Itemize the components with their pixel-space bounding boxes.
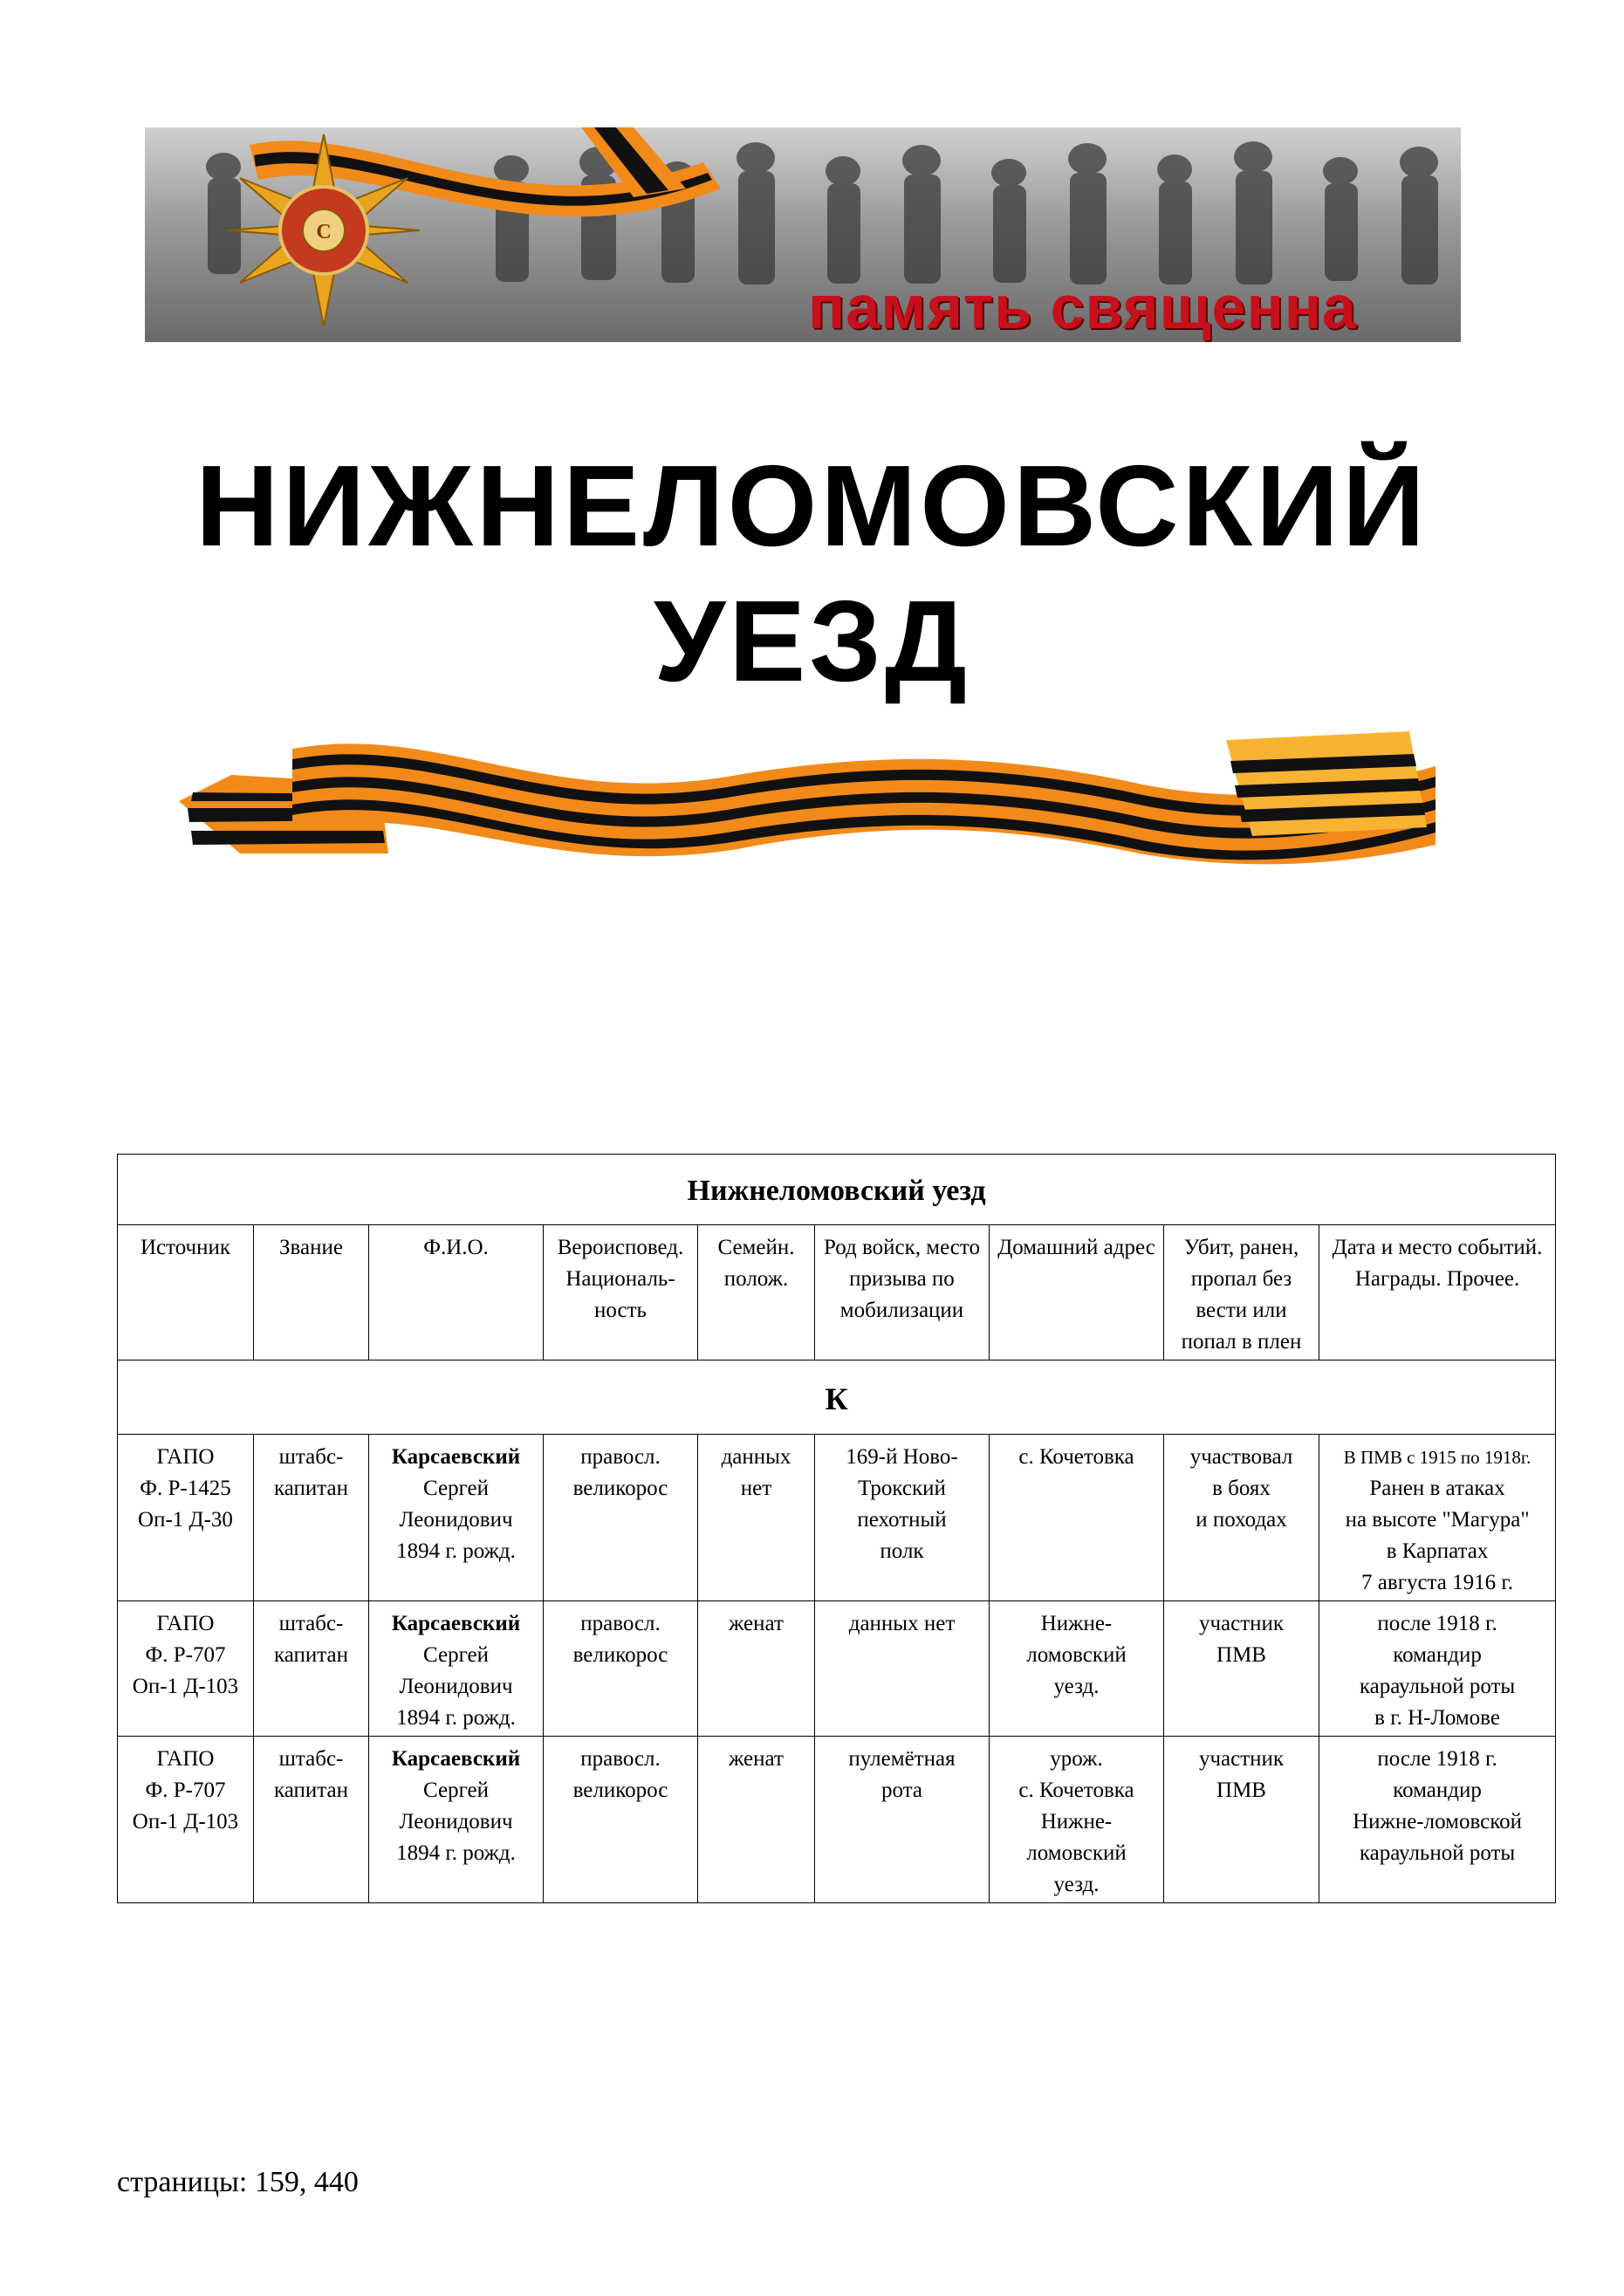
cell-status bbox=[1164, 1601, 1319, 1737]
line: Леонидович bbox=[399, 1675, 513, 1698]
line: капитан bbox=[274, 1643, 348, 1667]
header-religion: Вероисповед. Националь- ность bbox=[544, 1225, 698, 1360]
line: Нижне- bbox=[1040, 1612, 1113, 1635]
line: данных нет bbox=[848, 1612, 956, 1635]
banner-slogan: память священна bbox=[808, 273, 1357, 341]
line: участник bbox=[1198, 1747, 1285, 1771]
line: пулемётная bbox=[848, 1747, 956, 1771]
line: уезд. bbox=[1053, 1873, 1100, 1896]
line: участник bbox=[1198, 1612, 1285, 1635]
svg-text:С: С bbox=[316, 221, 332, 243]
line: ГАПО bbox=[156, 1445, 215, 1469]
line: ломовский bbox=[1026, 1841, 1127, 1865]
line: Сергей bbox=[423, 1779, 489, 1802]
line: караульной роты bbox=[1359, 1675, 1516, 1698]
header-troops: Род войск, место призыва по мобилизации bbox=[815, 1225, 990, 1360]
page-references: страницы: 159, 440 bbox=[117, 2166, 359, 2198]
page-title-line2: УЕЗД bbox=[654, 577, 970, 705]
header-events: Дата и место событий. Награды. Прочее. bbox=[1319, 1225, 1556, 1360]
line: рота bbox=[881, 1779, 922, 1802]
line: Ф. Р-1425 bbox=[140, 1477, 231, 1500]
header-casualty-status: Убит, ранен, пропал без вести или попал в плен bbox=[1164, 1225, 1319, 1360]
line: урож. bbox=[1050, 1747, 1103, 1771]
line: штабс- bbox=[278, 1747, 344, 1771]
line: великорос bbox=[572, 1779, 668, 1802]
line: и походах bbox=[1196, 1508, 1287, 1532]
line: Ф. Р-707 bbox=[145, 1643, 226, 1667]
line: Леонидович bbox=[399, 1508, 513, 1532]
cell-address bbox=[990, 1601, 1164, 1737]
cell-source bbox=[118, 1737, 254, 1903]
cell-rank bbox=[254, 1601, 369, 1737]
line: полк bbox=[880, 1539, 924, 1563]
line: правосл. bbox=[580, 1445, 661, 1469]
table-row bbox=[118, 1737, 1556, 1903]
cell-religion bbox=[544, 1435, 698, 1601]
line: Сергей bbox=[423, 1643, 489, 1667]
cell-address bbox=[990, 1435, 1164, 1601]
table-row bbox=[118, 1601, 1556, 1737]
section-letter: К bbox=[118, 1360, 1556, 1435]
line: Оп-1 Д-103 bbox=[132, 1675, 239, 1698]
cell-rank bbox=[254, 1737, 369, 1903]
line: ломовский bbox=[1026, 1643, 1127, 1667]
line: 169-й Ново- bbox=[846, 1445, 958, 1469]
registry-table bbox=[117, 1154, 1556, 1903]
line: капитан bbox=[274, 1779, 348, 1802]
line: после 1918 г. bbox=[1377, 1612, 1497, 1635]
cell-family bbox=[698, 1435, 815, 1601]
page-title-line1: НИЖНЕЛОМОВСКИЙ bbox=[195, 442, 1429, 570]
line: Ф. Р-707 bbox=[145, 1779, 226, 1802]
header-home-address: Домашний адрес bbox=[990, 1225, 1164, 1360]
line: ПМВ bbox=[1216, 1643, 1266, 1667]
line: после 1918 г. bbox=[1377, 1747, 1497, 1771]
cell-status bbox=[1164, 1737, 1319, 1903]
header-rank: Звание bbox=[254, 1225, 369, 1360]
line: женат bbox=[729, 1612, 784, 1635]
cell-events bbox=[1319, 1737, 1556, 1903]
line: великорос bbox=[572, 1643, 668, 1667]
line: капитан bbox=[274, 1477, 348, 1500]
surname: Карсаевский bbox=[391, 1747, 521, 1771]
line: командир bbox=[1393, 1779, 1482, 1802]
line: пехотный bbox=[857, 1508, 947, 1532]
cell-religion bbox=[544, 1601, 698, 1737]
line: участвовал bbox=[1189, 1445, 1293, 1469]
line: женат bbox=[729, 1747, 784, 1771]
line: Ранен в атаках bbox=[1369, 1477, 1505, 1500]
cell-full-name bbox=[369, 1601, 544, 1737]
header-full-name: Ф.И.О. bbox=[369, 1225, 544, 1360]
line: Нижне-ломовской bbox=[1353, 1810, 1522, 1833]
line: 1894 г. рожд. bbox=[396, 1539, 516, 1563]
line: правосл. bbox=[580, 1747, 661, 1771]
line: Сергей bbox=[423, 1477, 489, 1500]
line: Оп-1 Д-30 bbox=[138, 1508, 233, 1532]
cell-events bbox=[1319, 1435, 1556, 1601]
surname: Карсаевский bbox=[391, 1612, 521, 1635]
line: 1894 г. рожд. bbox=[396, 1706, 516, 1730]
line: Трокский bbox=[858, 1477, 946, 1500]
cell-rank bbox=[254, 1435, 369, 1601]
line: ГАПО bbox=[156, 1747, 215, 1771]
line: нет bbox=[740, 1477, 772, 1500]
line: уезд. bbox=[1053, 1675, 1100, 1698]
cell-source bbox=[118, 1601, 254, 1737]
cell-troops bbox=[815, 1601, 990, 1737]
cell-troops bbox=[815, 1737, 990, 1903]
line: в Карпатах bbox=[1386, 1539, 1489, 1563]
cell-troops bbox=[815, 1435, 990, 1601]
line: в боях bbox=[1212, 1477, 1271, 1500]
st-george-ribbon bbox=[179, 723, 1444, 871]
line: 7 августа 1916 г. bbox=[1361, 1571, 1514, 1594]
line: 1894 г. рожд. bbox=[396, 1841, 516, 1865]
line: Леонидович bbox=[399, 1810, 513, 1833]
table-row bbox=[118, 1435, 1556, 1601]
line: великорос bbox=[572, 1477, 668, 1500]
header-source: Источник bbox=[118, 1225, 254, 1360]
line: Нижне- bbox=[1040, 1810, 1113, 1833]
line: с. Кочетовка bbox=[1018, 1445, 1134, 1469]
cell-full-name bbox=[369, 1435, 544, 1601]
cell-family bbox=[698, 1601, 815, 1737]
line: правосл. bbox=[580, 1612, 661, 1635]
line: с. Кочетовка bbox=[1018, 1779, 1134, 1802]
cell-events bbox=[1319, 1601, 1556, 1737]
header-family-status: Семейн. полож. bbox=[698, 1225, 815, 1360]
line: В ПМВ с 1915 по 1918г. bbox=[1343, 1447, 1531, 1468]
memorial-banner bbox=[145, 127, 1461, 342]
table-header-row bbox=[118, 1225, 1556, 1360]
table-caption: Нижнеломовский уезд bbox=[118, 1155, 1556, 1225]
line: ГАПО bbox=[156, 1612, 215, 1635]
line: штабс- bbox=[278, 1612, 344, 1635]
cell-status bbox=[1164, 1435, 1319, 1601]
cell-family bbox=[698, 1737, 815, 1903]
line: командир bbox=[1393, 1643, 1482, 1667]
cell-full-name bbox=[369, 1737, 544, 1903]
line: на высоте "Магура" bbox=[1345, 1508, 1530, 1532]
line: ПМВ bbox=[1216, 1779, 1266, 1802]
cell-source bbox=[118, 1435, 254, 1601]
line: в г. Н-Ломове bbox=[1374, 1706, 1500, 1730]
cell-address bbox=[990, 1737, 1164, 1903]
line: данных bbox=[721, 1445, 791, 1469]
cell-religion bbox=[544, 1737, 698, 1903]
line: Оп-1 Д-103 bbox=[132, 1810, 239, 1833]
surname: Карсаевский bbox=[391, 1445, 521, 1469]
line: штабс- bbox=[278, 1445, 344, 1469]
line: караульной роты bbox=[1359, 1841, 1516, 1865]
